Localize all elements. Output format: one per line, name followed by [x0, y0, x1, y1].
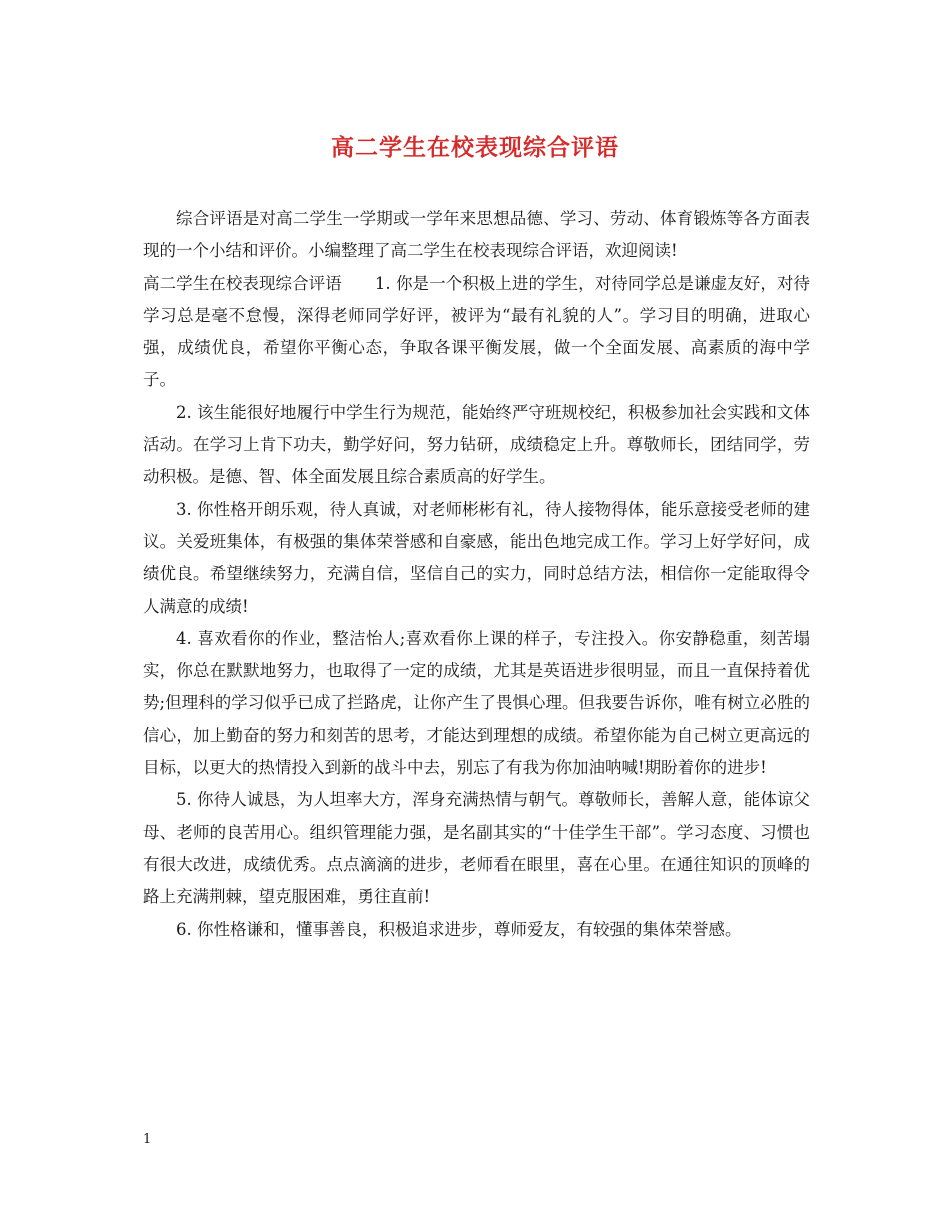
comment-paragraph-3: 3. 你性格开朗乐观，待人真诚，对老师彬彬有礼，待人接物得体，能乐意接受老师的建议。关爱班集体，有极强的集体荣誉感和自豪感，能出色地完成工作。学习上好学好问，成绩优良。希望继续努力，充满自信，坚信自己的实力，同时总结方法，相信你一定能取得令人满意的成绩! [143, 499, 810, 616]
page-number: 1 [143, 1132, 152, 1147]
document-title: 高二学生在校表现综合评语 [331, 134, 619, 161]
comment-paragraph-1: 高二学生在校表现综合评语 1. 你是一个积极上进的学生，对待同学总是谦虚友好，对待学习总是毫不怠慢，深得老师同学好评，被评为“最有礼貌的人”。学习目的明确，进取心强，成绩优良，希望你平衡心态，争取各课平衡发展，做一个全面发展、高素质的海中学子。 [143, 273, 810, 390]
comment-paragraph-2: 2. 该生能很好地履行中学生行为规范，能始终严守班规校纪，积极参加社会实践和文体活动。在学习上肯下功夫，勤学好问，努力钻研，成绩稳定上升。尊敬师长，团结同学，劳动积极。是德、智、体全面发展且综合素质高的好学生。 [143, 402, 810, 487]
comment-paragraph-5: 5. 你待人诚恳，为人坦率大方，浑身充满热情与朝气。尊敬师长，善解人意，能体谅父母、老师的良苦用心。组织管理能力强，是名副其实的“十佳学生干部”。学习态度、习惯也有很大改进，成绩优秀。点点滴滴的进步，老师看在眼里，喜在心里。在通往知识的顶峰的路上充满荆棘，望克服困难，勇往直前! [143, 790, 810, 907]
comment-paragraph-4: 4. 喜欢看你的作业，整洁怡人;喜欢看你上课的样子，专注投入。你安静稳重，刻苦塌实，你总在默默地努力，也取得了一定的成绩，尤其是英语进步很明显，而且一直保持着优势;但理科的学习似乎已成了拦路虎，让你产生了畏惧心理。但我要告诉你，唯有树立必胜的信心，加上勤奋的努力和刻苦的思考，才能达到理想的成绩。希望你能为自己树立更高远的目标，以更大的热情投入到新的战斗中去，别忘了有我为你加油呐喊!期盼着你的进步! [143, 628, 810, 778]
intro-paragraph: 综合评语是对高二学生一学期或一学年来思想品德、学习、劳动、体育锻炼等各方面表现的一个小结和评价。小编整理了高二学生在校表现综合评语，欢迎阅读! [143, 209, 810, 261]
comment-paragraph-6: 6. 你性格谦和，懂事善良，积极追求进步，尊师爱友，有较强的集体荣誉感。 [176, 919, 742, 939]
document-body [143, 203, 810, 946]
